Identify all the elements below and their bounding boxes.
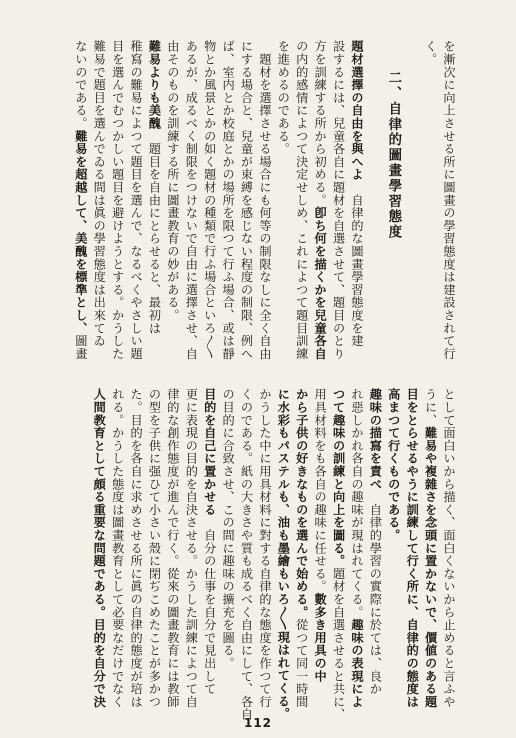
emphasis-text: 趣味の表現によ [349,618,364,709]
body-text: 設するには、兒童各自に題材を自選させて、題目のとり [331,40,346,360]
body-text: かうした中に用具材料に對する自律的な態度を作つて行 [257,388,272,708]
body-text: くのである。紙の大きさや質も成るべく自由にして、各自 [239,388,254,721]
body-text: ないのである。 [73,40,88,130]
emphasis-text: 趣味の描寫を責べ [368,388,383,491]
emphasis-text: 卽ち何を描くかを兒童各自 [313,206,328,361]
body-text: 自律的な圖畫學習態度を建 [349,180,364,348]
text-column [219,388,237,694]
body-text: 稚寫の難易によつて題目を選んで、なるべくやさしい題 [129,40,144,360]
text-column [200,40,218,360]
emphasis-text: 難易や複雜さを念頭に置かないで、價値のある題 [423,426,438,709]
text-column [403,40,421,346]
emphasis-text: から子供の好きなものを選んで始める。 [294,388,309,619]
emphasis-text: 目をとらせるやうに訓練して行く所に、自律的の態度は [405,388,420,708]
body-text: ば、室内とか校庭とかの場所を限つて行ふ場合、或は靜 [221,40,236,360]
text-column [145,40,163,346]
body-text: を漸次に向上させる所に圖畫の學習態度は建設されて行 [442,40,456,360]
text-column [145,388,163,708]
body-text: の内的感情によつて決定せしめ、これによつて題目訓練 [294,40,309,360]
body-text: 難易で題目を選んでゐる間は眞の學習態度は出來てゐ [92,40,107,348]
text-column [182,40,200,360]
text-column [292,388,310,709]
text-column [348,40,366,346]
emphasis-text: 數多き用具の中 [313,592,328,683]
emphasis-text: 題材選擇の自由を與へよ [349,40,364,181]
text-column [292,40,310,360]
body-text: 目を選んでむつかしい題目を避けようとする。かうした [110,40,125,360]
section-title: 二、自律的圖畫學習態度 [385,40,402,241]
body-text: く。 [423,40,438,66]
body-text: うに、 [423,388,438,427]
body-text: の型を子供に强ひて小さい殼に閉ぢこめたことが多かつ [147,388,162,708]
body-text: 律的な創作態度が進んで行く。從來の圖畫教育には教師 [165,388,180,708]
emphasis-text: 難易よりも美醜 [147,40,162,130]
body-text: 物とか風景とかの如く題材の種類で行ふ場合といろ〳〵 [202,40,217,360]
body-text: 自分の仕事を自分で見出して [202,516,217,696]
text-column [200,388,218,694]
body-text: の目的に合致させ、この間に趣味の擴充を圖る。 [221,388,236,670]
text-column [440,388,458,708]
body-text: として面白いから描く、面白くないから止めると言ふや [442,388,456,708]
emphasis-text: 人間教育として頗る重要な問題である。 [92,388,107,619]
text-column [90,40,108,346]
text-column [127,40,145,360]
text-column [237,388,255,721]
body-text: 用具材料をも各自の趣味に任せる。 [313,388,328,593]
body-text: た。目的を各自に求めさせる所に眞の自律的態度が培は [129,388,144,708]
text-column [164,40,182,346]
body-text: 題材を自選させると共に、 [331,567,346,721]
text-column [108,388,126,708]
text-column [384,40,402,346]
emphasis-text: 目的を自己に置かせる [202,388,217,516]
body-text: 自律的學習の實際に於ては、良か [368,490,383,696]
text-column [256,40,274,360]
body-text: を進めるのである。 [276,40,291,156]
text-column [311,388,329,694]
text-column [274,40,292,346]
text-column [329,388,347,721]
body-text: 方を訓練する所から初める。 [313,40,328,207]
page-number: 112 [243,716,273,730]
upper-text-block [58,40,458,361]
body-text: 更に表現の目的を自決させる。かうした訓練によつて自 [184,388,199,708]
body-text: れ惡しかれ各自の趣味が現はれてくる。 [349,388,364,619]
body-text: 題目を自由にとらせると、最初は [147,129,162,335]
body-text: 圖畫 [73,334,88,361]
body-text: れる。かうした態度は圖畫教育として必要なだけでなく [110,388,125,708]
text-column [329,40,347,360]
text-column [182,388,200,708]
text-column [366,40,384,346]
body-text: 從つて同一時間 [294,618,309,709]
text-column [256,388,274,708]
text-column [127,388,145,708]
text-column [90,388,108,709]
emphasis-text: 目的を自分で決 [92,618,107,709]
text-column [237,40,255,360]
body-text: あるが、成るべく制限をつけないで自由に選擇させ、自 [184,40,199,360]
body-text: にする場合と、兒童が束縛を感じない程度の制限、例へ [239,40,254,360]
text-column [219,40,237,360]
text-column [403,388,421,708]
text-column [421,40,439,346]
emphasis-text: 高まつて行くものである。 [386,388,401,542]
text-column [384,388,402,694]
text-column [311,40,329,361]
emphasis-text: に水彩もパステルも、油も墨繪もいろ〳〵現はれてくる。 [276,388,291,721]
text-column [164,388,182,708]
text-column [108,40,126,360]
text-column [421,388,439,709]
body-text: 由そのものを訓練する所に圖畫教育の妙がある。 [165,40,180,322]
emphasis-text: 難易を超越して、美醜を標準とし、 [73,129,88,335]
emphasis-text: つて趣味の訓練と向上を圖る。 [331,388,346,568]
text-column [71,40,89,361]
body-text: 題材を選擇させる場合にも何等の制限なしに全く自由 [257,40,272,360]
text-column [274,388,292,721]
text-column [440,40,458,360]
lower-text-block [58,388,458,721]
text-column [366,388,384,694]
text-column [348,388,366,709]
